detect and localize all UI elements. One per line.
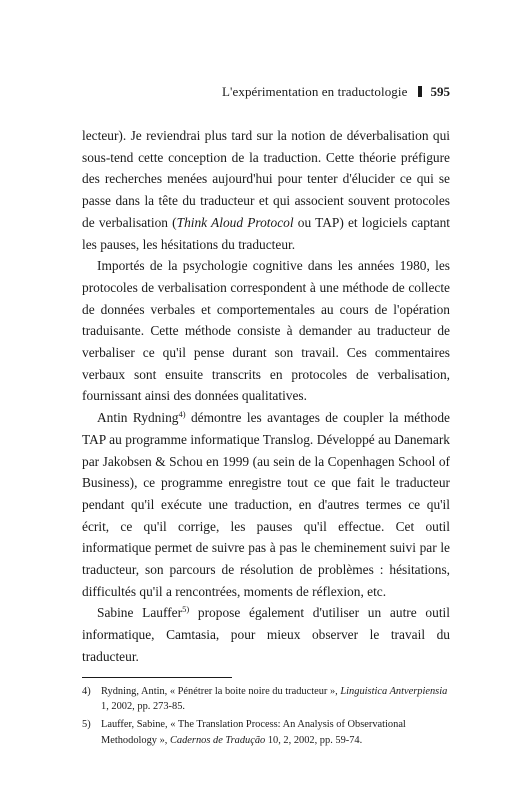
footnote-ref-5: 5) (182, 604, 190, 615)
paragraph-1 (82, 125, 450, 255)
page-number: 595 (430, 84, 450, 99)
running-title: L'expérimentation en traductologie (221, 84, 408, 99)
paragraph-1-text-b: ou TAP) et logiciels captant les pauses, les hésitations du traducteur. (82, 214, 450, 252)
footnote-4-text-b: 1, 2002, pp. 273-85. (101, 701, 185, 713)
paragraph-1-text-a: lecteur). Je reviendrai plus tard sur la notion de déverbalisation qui sous-tend cette conception de la traduction. Cette théorie préfigure des recherches menées aujourd'hui pour tenter d'élucider ce qui se passe dans la tête du traducteur et qui associent souvent protocoles de verbalisation ( (82, 128, 450, 230)
paragraph-4-text-a: Sabine Lauffer (97, 605, 183, 621)
paragraph-3-text-b: démontre les avantages de coupler la méthode TAP au programme informatique Translog. Développé au Danemark par Jakobsen & Schou en 1999 (au sein de la Copenhagen School of Business), ce programme enregistre tout ce que fait le traducteur pendant qu'il exécute une traduction, en d'autres termes ce qu'il écrit, ce qu'il corrige, les pauses qu'il effectue. Cet outil informatique permet de suivre pas à pas le cheminement suivi par le traducteur, son parcours de résolution de problèmes : hésitations, difficultés qu'il a rencontrées, moments de réflexion, etc. (82, 410, 450, 599)
footnote-5-text-b: 10, 2, 2002, pp. 59-74. (265, 734, 363, 746)
body-text (82, 125, 450, 668)
footnote-text (101, 684, 450, 714)
footnote-5-italic: Cadernos de Tradução (169, 734, 266, 746)
paragraph-3 (82, 407, 450, 602)
paragraph-4 (82, 602, 450, 667)
footnote-rule (82, 677, 232, 678)
footnotes (82, 684, 450, 748)
footnote-ref-4: 4) (178, 409, 186, 420)
footnote-text (101, 717, 450, 747)
footnote-5-text-a: Lauffer, Sabine, « The Translation Process: An Analysis of Observational Methodology », (101, 719, 406, 746)
footnote-number: 4) (82, 686, 91, 697)
footnote-4-text-a: Rydning, Antin, « Pénétrer la boite noire du traducteur », (101, 686, 341, 697)
footnote-4-italic: Linguistica Antverpiensia (340, 686, 448, 697)
running-head (82, 84, 450, 100)
paragraph-2: Importés de la psychologie cognitive dans les années 1980, les protocoles de verbalisation correspondent à une méthode de collecte de données verbales et comportementales au cours de l'opération traduisante. Cette méthode consiste à demander au traducteur de verbaliser ce qu'il pense durant son travail. Ces commentaires verbaux sont ensuite transcrits en protocoles de verbalisation, fournissant ainsi des données qualitatives. (82, 258, 450, 404)
footnote-4 (82, 684, 450, 714)
paragraph-4-text-b: propose également d'utiliser un autre outil informatique, Camtasia, pour mieux observer le travail du traducteur. (82, 605, 450, 664)
footnote-number: 5) (82, 719, 91, 731)
paragraph-1-italic: Think Aloud Protocol (176, 214, 294, 230)
header-separator-bar (418, 86, 422, 97)
footnote-5 (82, 717, 450, 747)
paragraph-3-text-a: Antin Rydning (97, 410, 179, 426)
